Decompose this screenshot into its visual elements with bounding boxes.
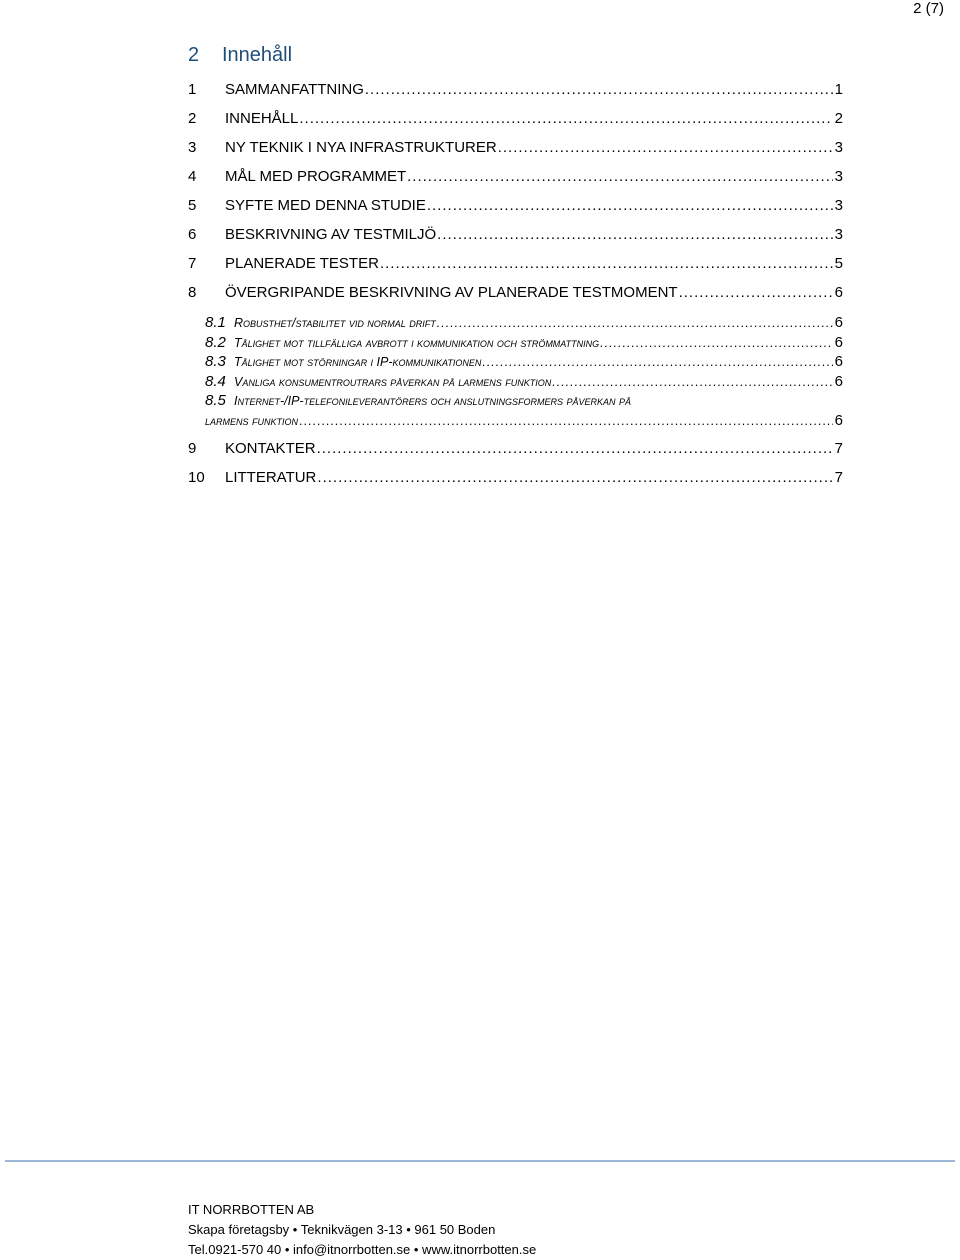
toc-heading-number: 2	[188, 44, 200, 66]
toc-subentry[interactable]	[205, 392, 843, 408]
toc-entry-title: NY TEKNIK I NYA INFRASTRUKTURER	[225, 139, 497, 156]
toc-entry-title: KONTAKTER	[225, 440, 316, 457]
toc-subentry[interactable]	[205, 353, 843, 369]
page-number: 2 (7)	[913, 0, 944, 17]
footer-contact: Tel.0921-570 40 • info@itnorrbotten.se • www.itnorrbotten.se	[188, 1242, 537, 1257]
toc-leader-dots	[317, 440, 833, 457]
toc-entry-title: LITTERATUR	[225, 469, 317, 486]
toc-entry-title: PLANERADE TESTER	[225, 255, 379, 272]
toc-entry-page: 6	[834, 284, 843, 301]
toc-entry-number: 6	[188, 226, 197, 243]
toc-entry-page: 7	[834, 469, 843, 486]
footer-divider	[5, 1160, 955, 1162]
toc-entry-page: 3	[834, 197, 843, 214]
toc-subentry-continuation[interactable]	[205, 412, 843, 429]
toc-leader-dots	[299, 110, 832, 127]
toc-subentry-number: 8.3	[205, 353, 226, 370]
toc-entry-number: 10	[188, 469, 205, 486]
toc-leader-dots	[317, 469, 832, 486]
toc-entry-page: 7	[834, 440, 843, 457]
toc-subentry[interactable]	[205, 314, 843, 330]
toc-entry-number: 9	[188, 440, 197, 457]
toc-entry[interactable]	[188, 81, 843, 99]
toc-entry[interactable]	[188, 139, 843, 157]
toc-entry-number: 5	[188, 197, 197, 214]
toc-subentry-title: Robusthet/stabilitet vid normal drift	[234, 316, 436, 330]
toc-subentry-number: 8.5	[205, 392, 226, 409]
toc-subentry-page: 6	[834, 373, 843, 390]
toc-entry-title: MÅL MED PROGRAMMET	[225, 168, 407, 185]
toc-leader-dots	[552, 375, 832, 389]
toc-leader-dots	[600, 336, 833, 350]
toc-subentry-number: 8.1	[205, 314, 226, 331]
toc-entry[interactable]	[188, 469, 843, 487]
toc-subentry-page: 6	[834, 314, 843, 331]
toc-entry[interactable]	[188, 255, 843, 273]
toc-subentry-number: 8.2	[205, 334, 226, 351]
toc-entry-page: 3	[834, 226, 843, 243]
toc-subentry-title: Internet-/IP-telefonileverantörers och anslutningsformers påverkan på	[234, 394, 632, 408]
toc-subentry-page: 6	[834, 353, 843, 370]
toc-entry-number: 7	[188, 255, 197, 272]
toc-subentry-title-continued: larmens funktion	[205, 414, 298, 428]
toc-leader-dots	[380, 255, 833, 272]
toc-subentry-page: 6	[834, 412, 843, 429]
toc-subentry-title: Tålighet mot störningar i IP-kommunikationen	[234, 355, 482, 369]
toc-subentry-page: 6	[834, 334, 843, 351]
toc-heading-title: Innehåll	[222, 44, 293, 66]
toc-entry-title: SAMMANFATTNING	[225, 81, 364, 98]
toc-entry-page: 3	[834, 168, 843, 185]
toc-entry-number: 4	[188, 168, 197, 185]
toc-subentry-number: 8.4	[205, 373, 226, 390]
toc-entry-number: 3	[188, 139, 197, 156]
toc-entry[interactable]	[188, 440, 843, 458]
toc-leader-dots	[427, 197, 833, 214]
toc-leader-dots	[437, 226, 832, 243]
toc-entry[interactable]	[188, 226, 843, 244]
toc-entry-page: 5	[834, 255, 843, 272]
toc-entry-title: BESKRIVNING AV TESTMILJÖ	[225, 226, 437, 243]
toc-leader-dots	[407, 168, 833, 185]
toc-leader-dots	[365, 81, 833, 98]
toc-entry-title: INNEHÅLL	[225, 110, 299, 127]
toc-subentry[interactable]	[205, 373, 843, 389]
toc-leader-dots	[679, 284, 833, 301]
toc-entry[interactable]	[188, 168, 843, 186]
toc-leader-dots	[437, 316, 833, 330]
toc-entry-number: 1	[188, 81, 197, 98]
toc-subentry[interactable]	[205, 334, 843, 350]
footer-company: IT NORRBOTTEN AB	[188, 1202, 315, 1217]
toc-entry[interactable]	[188, 284, 843, 302]
toc-leader-dots	[482, 355, 832, 369]
toc-entry-page: 3	[834, 139, 843, 156]
toc-leader-dots	[498, 139, 833, 156]
toc-entry-page: 2	[834, 110, 843, 127]
toc-entry[interactable]	[188, 110, 843, 128]
page-footer	[188, 1200, 536, 1260]
toc-entry-number: 2	[188, 110, 197, 127]
toc-entry-number: 8	[188, 284, 197, 301]
toc-leader-dots	[299, 414, 833, 428]
toc-entry-title: ÖVERGRIPANDE BESKRIVNING AV PLANERADE TESTMOMENT	[225, 284, 678, 301]
footer-address: Skapa företagsby • Teknikvägen 3-13 • 961 50 Boden	[188, 1222, 496, 1237]
toc-subentry-title: Vanliga konsumentroutrars påverkan på larmens funktion	[234, 375, 552, 389]
toc-subentry-title: Tålighet mot tillfälliga avbrott i kommunikation och strömmattning	[234, 336, 600, 350]
toc-heading	[188, 44, 292, 67]
toc-entry-title: SYFTE MED DENNA STUDIE	[225, 197, 426, 214]
toc-entry[interactable]	[188, 197, 843, 215]
toc-entry-page: 1	[834, 81, 843, 98]
